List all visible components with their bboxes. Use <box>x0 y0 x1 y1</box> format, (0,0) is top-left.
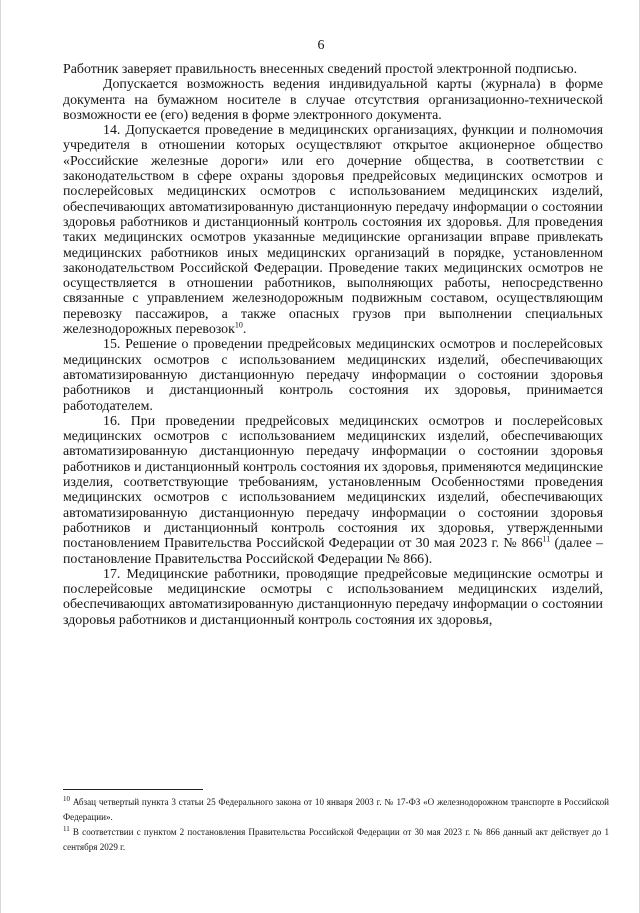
paragraph-paper-journal: Допускается возможность ведения индивидуальной карты (журнала) в форме документа на бумажном носителе в случае отсутствия организационно-технической возможности ее (его) ведения в форме электронного документа. <box>63 77 603 123</box>
footnote-mark: 11 <box>63 824 70 833</box>
paragraph-clause-17: 17. Медицинские работники, проводящие предрейсовые медицинские осмотры и послерейсовые медицинские осмотры с использованием медицинских изделий, обеспечивающих автоматизированную дистанционную передачу информации о состоянии здоровья работников и дистанционный контроль состояния их здоровья, <box>63 566 603 628</box>
footnote-11: $^{11}$ В соответствии с пунктом 2 постановления Правительства Российской Федерации от 30 мая 2023 г. № 866 данный акт действует до 1 сентября 2029 г. <box>63 824 609 852</box>
footnote-separator <box>63 789 203 790</box>
footnote-mark: 10 <box>63 794 70 803</box>
footnote-ref-10[interactable]: 10 <box>234 320 243 330</box>
paragraph-signature-note: Работник заверяет правильность внесенных сведений простой электронной подписью. <box>63 62 578 77</box>
document-body <box>63 62 603 628</box>
page-number: 6 <box>317 38 325 53</box>
footnotes <box>63 795 609 855</box>
footnote-ref-11[interactable]: 11 <box>542 534 551 544</box>
footnote-10: $^{10}$ Абзац четвертый пункта 3 статьи 25 Федерального закона от 10 января 2003 г. № 17-ФЗ «О железнодорожном транспорте в Российской Федерации». <box>63 794 609 822</box>
paragraph-clause-15: 15. Решение о проведении предрейсовых медицинских осмотров и послерейсовых медицинских осмотров с использованием медицинских изделий, обеспечивающих автоматизированную дистанционную передачу информации о состоянии здоровья работников и дистанционный контроль состояния их здоровья, принимается работодателем. <box>63 337 603 414</box>
paragraph-clause-14: 14. Допускается проведение в медицинских организациях, функции и полномочия учредителя в отношении которых осуществляют открытое акционерное общество «Российские железные дороги» или его дочерние общества, в соответствии с законодательством в сфере охраны здоровья предрейсовых медицинских осмотров и послерейсовых медицинских осмотров с использованием медицинских изделий, обеспечивающих автоматизированную дистанционную передачу информации о состоянии здоровья работников и дистанционный контроль состояния их здоровья. Для проведения таких медицинских осмотров указанные медицинские организации вправе привлекать медицинских работников иных медицинских организаций в порядке, установленном законодательством Российской Федерации. Проведение таких медицинских осмотров не осуществляется в отношении работников, выполняющих работы, непосредственно связанные с управлением железнодорожным подвижным составом, осуществляющим перевозку пассажиров, а также опасных грузов при выполнении специальных железнодорожных перевозок$^{10}$. <box>63 123 603 338</box>
paragraph-clause-16: 16. При проведении предрейсовых медицинских осмотров и послерейсовых медицинских осмотров с использованием медицинских изделий, обеспечивающих автоматизированную дистанционную передачу информации о состоянии здоровья работников и дистанционный контроль состояния их здоровья, применяются медицинские изделия, соответствующие требованиям, установленным Особенностями проведения медицинских осмотров с использованием медицинских изделий, обеспечивающих автоматизированную дистанционную передачу информации о состоянии здоровья работников и дистанционный контроль состояния их здоровья, утвержденными постановлением Правительства Российской Федерации от 30 мая 2023 г. № $866^{11}$ (далее – постановление Правительства Российской Федерации № 866). <box>63 413 603 567</box>
